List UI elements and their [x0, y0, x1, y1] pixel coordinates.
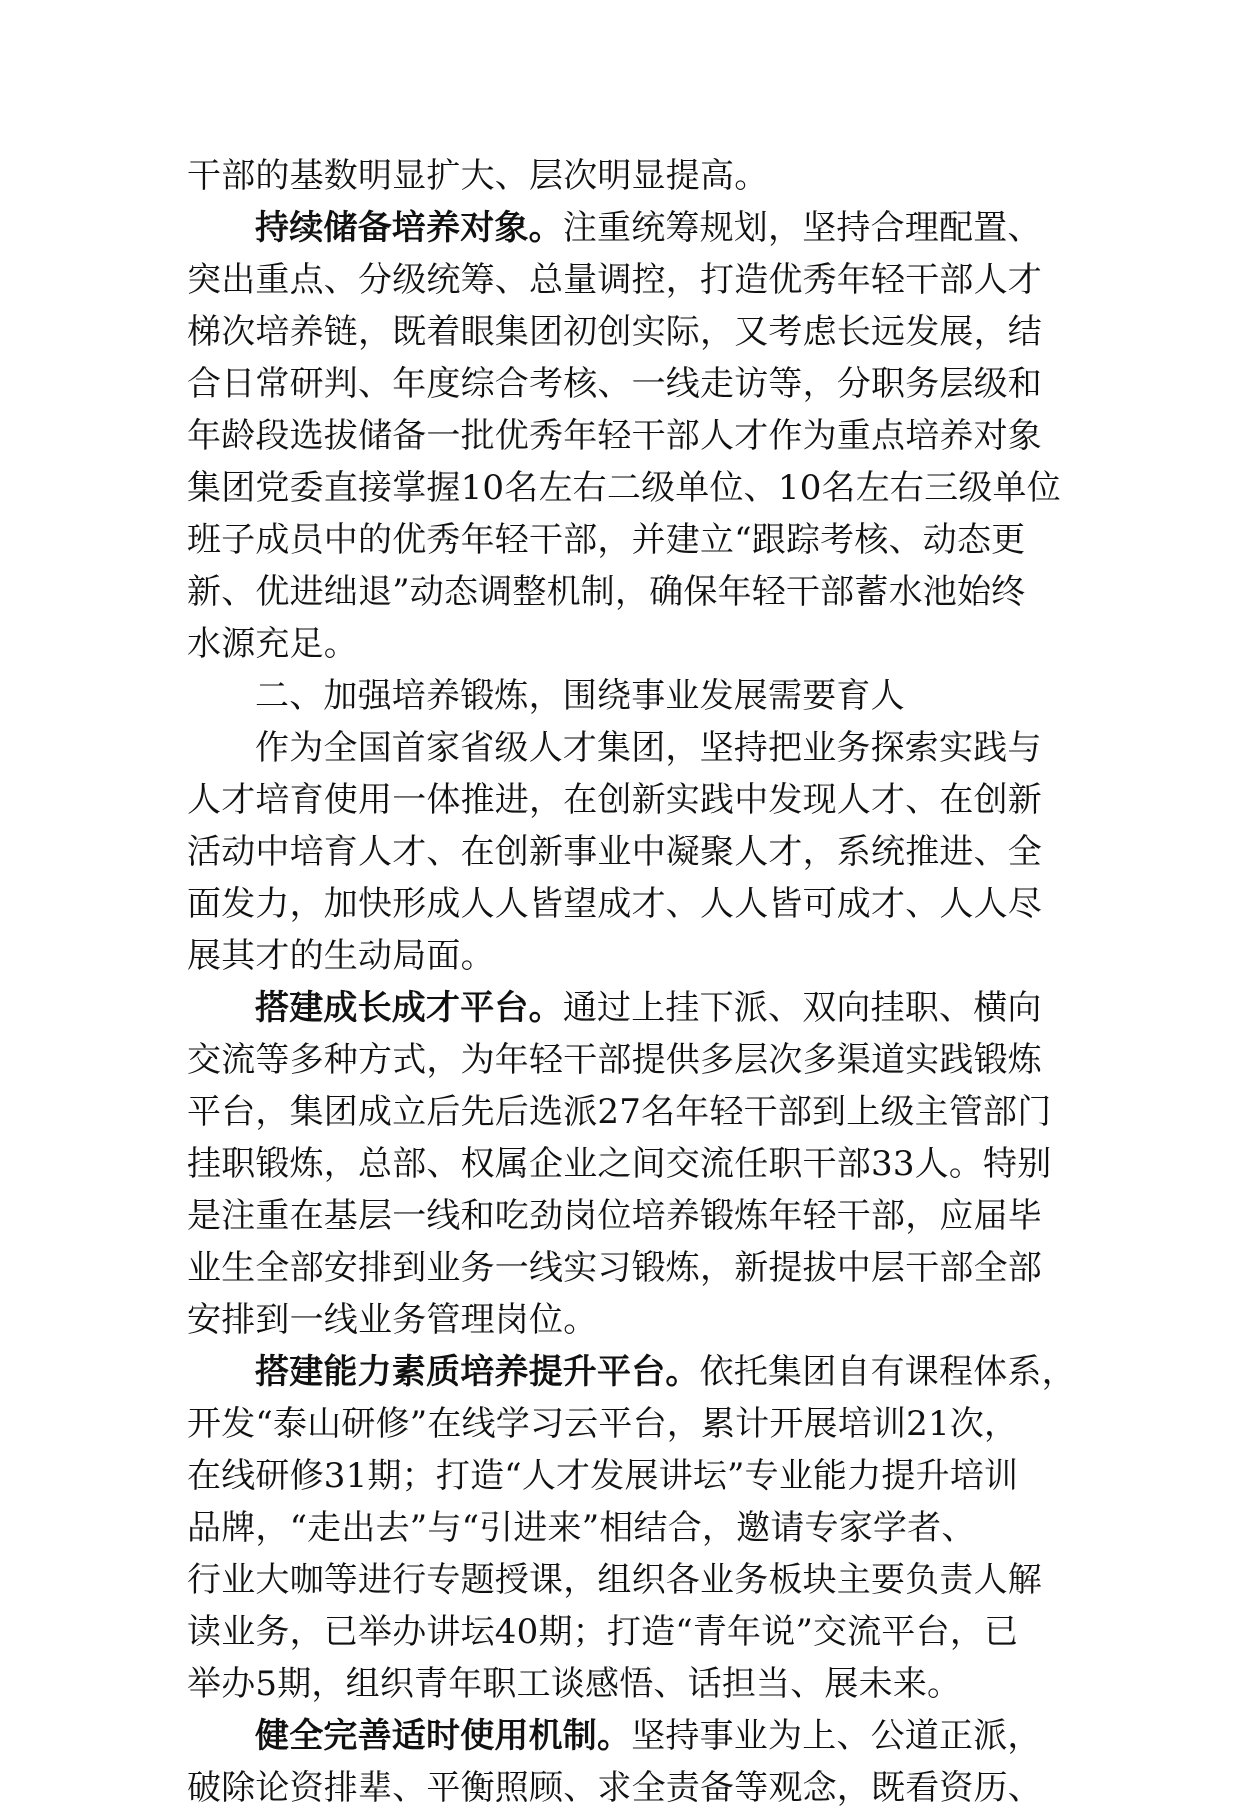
paragraph-text: 破除论资排辈、平衡照顾、求全责备等观念，既看资历、 [187, 1768, 1042, 1808]
document-page [187, 150, 1076, 1814]
paragraph-text: 作为全国首家省级人才集团，坚持把业务探索实践与 [255, 728, 1042, 768]
paragraph-text: 依托集团自有课程体系， [699, 1352, 1076, 1392]
paragraph-text: 班子成员中的优秀年轻干部，并建立“跟踪考核、动态更 [187, 520, 1026, 560]
paragraph-lead-bold: 搭建能力素质培养提升平台。 [255, 1352, 700, 1392]
paragraph-text: 业生全部安排到业务一线实习锻炼，新提拔中层干部全部 [187, 1248, 1042, 1288]
text-line [187, 1034, 1057, 1086]
paragraph-text: 活动中培育人才、在创新事业中凝聚人才，系统推进、全 [187, 832, 1042, 872]
paragraph-text: 人才培育使用一体推进，在创新实践中发现人才、在创新 [187, 780, 1042, 820]
paragraph-text: 平台，集团成立后先后选派27名年轻干部到上级主管部门 [187, 1092, 1052, 1132]
text-line [187, 774, 1057, 826]
text-line [187, 1242, 1057, 1294]
paragraph-text: 年龄段选拔储备一批优秀年轻干部人才作为重点培养对象 [187, 416, 1042, 456]
text-line [187, 1554, 1057, 1606]
text-line [187, 1346, 1076, 1398]
section-heading-text: 二、加强培养锻炼，围绕事业发展需要育人 [255, 676, 905, 716]
text-line [187, 1658, 1057, 1710]
text-line [187, 254, 1057, 306]
text-line [187, 306, 1057, 358]
paragraph-text: 坚持事业为上、公道正派， [631, 1716, 1042, 1756]
paragraph-text: 读业务，已举办讲坛40期；打造“青年说”交流平台，已 [187, 1612, 1019, 1652]
text-line [187, 410, 1057, 462]
paragraph-text: 举办5期，组织青年职工谈感悟、话担当、展未来。 [187, 1664, 962, 1704]
text-line [187, 358, 1057, 410]
text-line [187, 982, 1057, 1034]
paragraph-lead-bold: 搭建成长成才平台。 [255, 988, 563, 1028]
text-line [187, 878, 1057, 930]
text-line [187, 1138, 1057, 1190]
text-line [187, 1086, 1057, 1138]
text-line [187, 566, 1057, 618]
paragraph-text: 行业大咖等进行专题授课，组织各业务板块主要负责人解 [187, 1560, 1042, 1600]
text-line [187, 1294, 1057, 1346]
text-line [187, 1710, 1057, 1762]
paragraph-text: 挂职锻炼，总部、权属企业之间交流任职干部33人。特别 [187, 1144, 1052, 1184]
text-line [187, 826, 1057, 878]
text-line [187, 722, 1057, 774]
paragraph-text: 干部的基数明显扩大、层次明显提高。 [187, 156, 769, 196]
text-line [187, 618, 1057, 670]
paragraph-text: 突出重点、分级统筹、总量调控，打造优秀年轻干部人才 [187, 260, 1042, 300]
text-line [187, 930, 1057, 982]
paragraph-text: 通过上挂下派、双向挂职、横向 [562, 988, 1042, 1028]
text-line [187, 202, 1057, 254]
paragraph-text: 水源充足。 [187, 624, 358, 664]
text-line [187, 1450, 1057, 1502]
paragraph-text: 注重统筹规划，坚持合理配置、 [562, 208, 1042, 248]
paragraph-text: 是注重在基层一线和吃劲岗位培养锻炼年轻干部，应届毕 [187, 1196, 1042, 1236]
text-line [187, 1762, 1057, 1814]
paragraph-text: 梯次培养链，既着眼集团初创实际，又考虑长远发展，结 [187, 312, 1042, 352]
text-line [187, 1502, 1057, 1554]
paragraph-text: 展其才的生动局面。 [187, 936, 495, 976]
text-line [187, 1398, 1057, 1450]
paragraph-text: 新、优进绌退”动态调整机制，确保年轻干部蓄水池始终 [187, 572, 1026, 612]
paragraph-text: 安排到一线业务管理岗位。 [187, 1300, 598, 1340]
paragraph-text: 在线研修31期；打造“人才发展讲坛”专业能力提升培训 [187, 1456, 1019, 1496]
paragraph-text: 合日常研判、年度综合考核、一线走访等，分职务层级和 [187, 364, 1042, 404]
text-line [187, 514, 1057, 566]
text-line [187, 150, 1057, 202]
paragraph-text: 集团党委直接掌握10名左右二级单位、10名左右三级单位 [187, 468, 1061, 508]
text-line [187, 462, 1061, 514]
text-line [187, 1606, 1057, 1658]
paragraph-text: 品牌，“走出去”与“引进来”相结合，邀请专家学者、 [187, 1508, 976, 1548]
text-line [187, 1190, 1057, 1242]
paragraph-lead-bold: 持续储备培养对象。 [255, 208, 563, 248]
paragraph-text: 面发力，加快形成人人皆望成才、人人皆可成才、人人尽 [187, 884, 1042, 924]
paragraph-text: 开发“泰山研修”在线学习云平台，累计开展培训21次， [187, 1404, 1019, 1444]
section-heading [187, 670, 1057, 722]
paragraph-text: 交流等多种方式，为年轻干部提供多层次多渠道实践锻炼 [187, 1040, 1042, 1080]
paragraph-lead-bold: 健全完善适时使用机制。 [255, 1716, 632, 1756]
